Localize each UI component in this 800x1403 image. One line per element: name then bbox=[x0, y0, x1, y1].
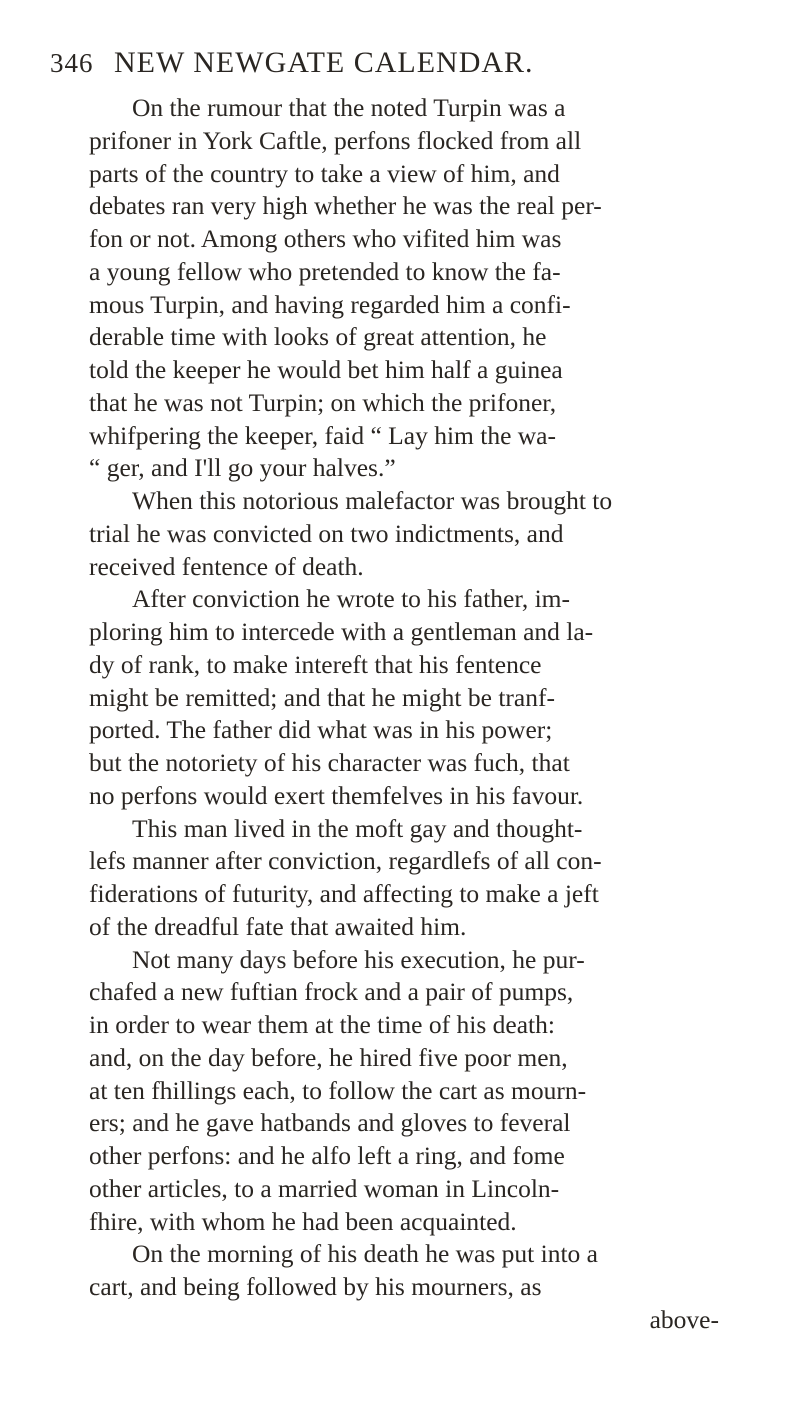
text-line: ported. The father did what was in his power; bbox=[89, 715, 553, 745]
text-line: no perfons would exert themfelves in his favour. bbox=[89, 780, 584, 810]
text-line: lefs manner after conviction, regardlefs of all con- bbox=[89, 846, 602, 876]
text-line: prifoner in York Caftle, perfons flocked from all bbox=[89, 125, 582, 155]
text-line: derable time with looks of great attention, he bbox=[89, 322, 547, 352]
text-line: dy of rank, to make intereft that his fentence bbox=[89, 649, 542, 679]
text-line: On the morning of his death he was put into a bbox=[132, 1239, 598, 1269]
text-line: ploring him to intercede with a gentleman and la- bbox=[89, 617, 594, 646]
text-line: After conviction he wrote to his father, im- bbox=[132, 584, 571, 614]
text-line: might be remitted; and that he might be tranf- bbox=[89, 682, 555, 712]
running-title: NEW NEWGATE CALENDAR. bbox=[114, 46, 534, 79]
text-line: told the keeper he would bet him half a guinea bbox=[89, 355, 563, 384]
text-line: and, on the day before, he hired five poor men, bbox=[89, 1042, 568, 1072]
text-line: but the notoriety of his character was fuch, that bbox=[89, 748, 570, 777]
text-line: mous Turpin, and having regarded him a confi- bbox=[89, 289, 571, 319]
text-line: at ten fhillings each, to follow the cart as mourn- bbox=[89, 1075, 587, 1105]
text-line: chafed a new fuftian frock and a pair of pumps, bbox=[89, 977, 574, 1007]
text-line: a young fellow who pretended to know the fa- bbox=[89, 256, 561, 286]
text-line: When this notorious malefactor was brought to bbox=[132, 486, 613, 515]
text-line: fon or not. Among others who vifited him was bbox=[89, 224, 562, 253]
text-line: other perfons: and he alfo left a ring, and fome bbox=[89, 1141, 565, 1170]
text-line: fiderations of futurity, and affecting to make a jeft bbox=[89, 879, 599, 908]
text-line: fhire, with whom he had been acquainted. bbox=[89, 1206, 517, 1236]
text-line: received fentence of death. bbox=[89, 551, 364, 581]
text-line: whifpering the keeper, faid “ Lay him the wa- bbox=[89, 420, 556, 450]
text-line: trial he was convicted on two indictments, and bbox=[89, 518, 564, 548]
page-number: 346 bbox=[50, 48, 94, 78]
body-text bbox=[89, 92, 719, 1337]
text-line: Not many days before his execution, he pur- bbox=[132, 944, 585, 974]
text-line: debates ran very high whether he was the real per- bbox=[89, 191, 602, 221]
text-line: “ ger, and I'll go your halves.” bbox=[89, 453, 396, 483]
text-line: This man lived in the moft gay and thought- bbox=[132, 813, 583, 843]
text-line: other articles, to a married woman in Lincoln- bbox=[89, 1173, 560, 1203]
page-header bbox=[50, 46, 770, 86]
catchword: above- bbox=[649, 1304, 719, 1334]
text-line: that he was not Turpin; on which the prifoner, bbox=[89, 387, 557, 417]
text-line: cart, and being followed by his mourners, as bbox=[89, 1272, 542, 1301]
text-line: of the dreadful fate that awaited him. bbox=[89, 911, 467, 941]
text-line: in order to wear them at the time of his death: bbox=[89, 1010, 555, 1039]
text-line: On the rumour that the noted Turpin was a bbox=[132, 93, 566, 122]
text-line: parts of the country to take a view of him, and bbox=[89, 158, 560, 188]
text-line: ers; and he gave hatbands and gloves to feveral bbox=[89, 1108, 571, 1138]
